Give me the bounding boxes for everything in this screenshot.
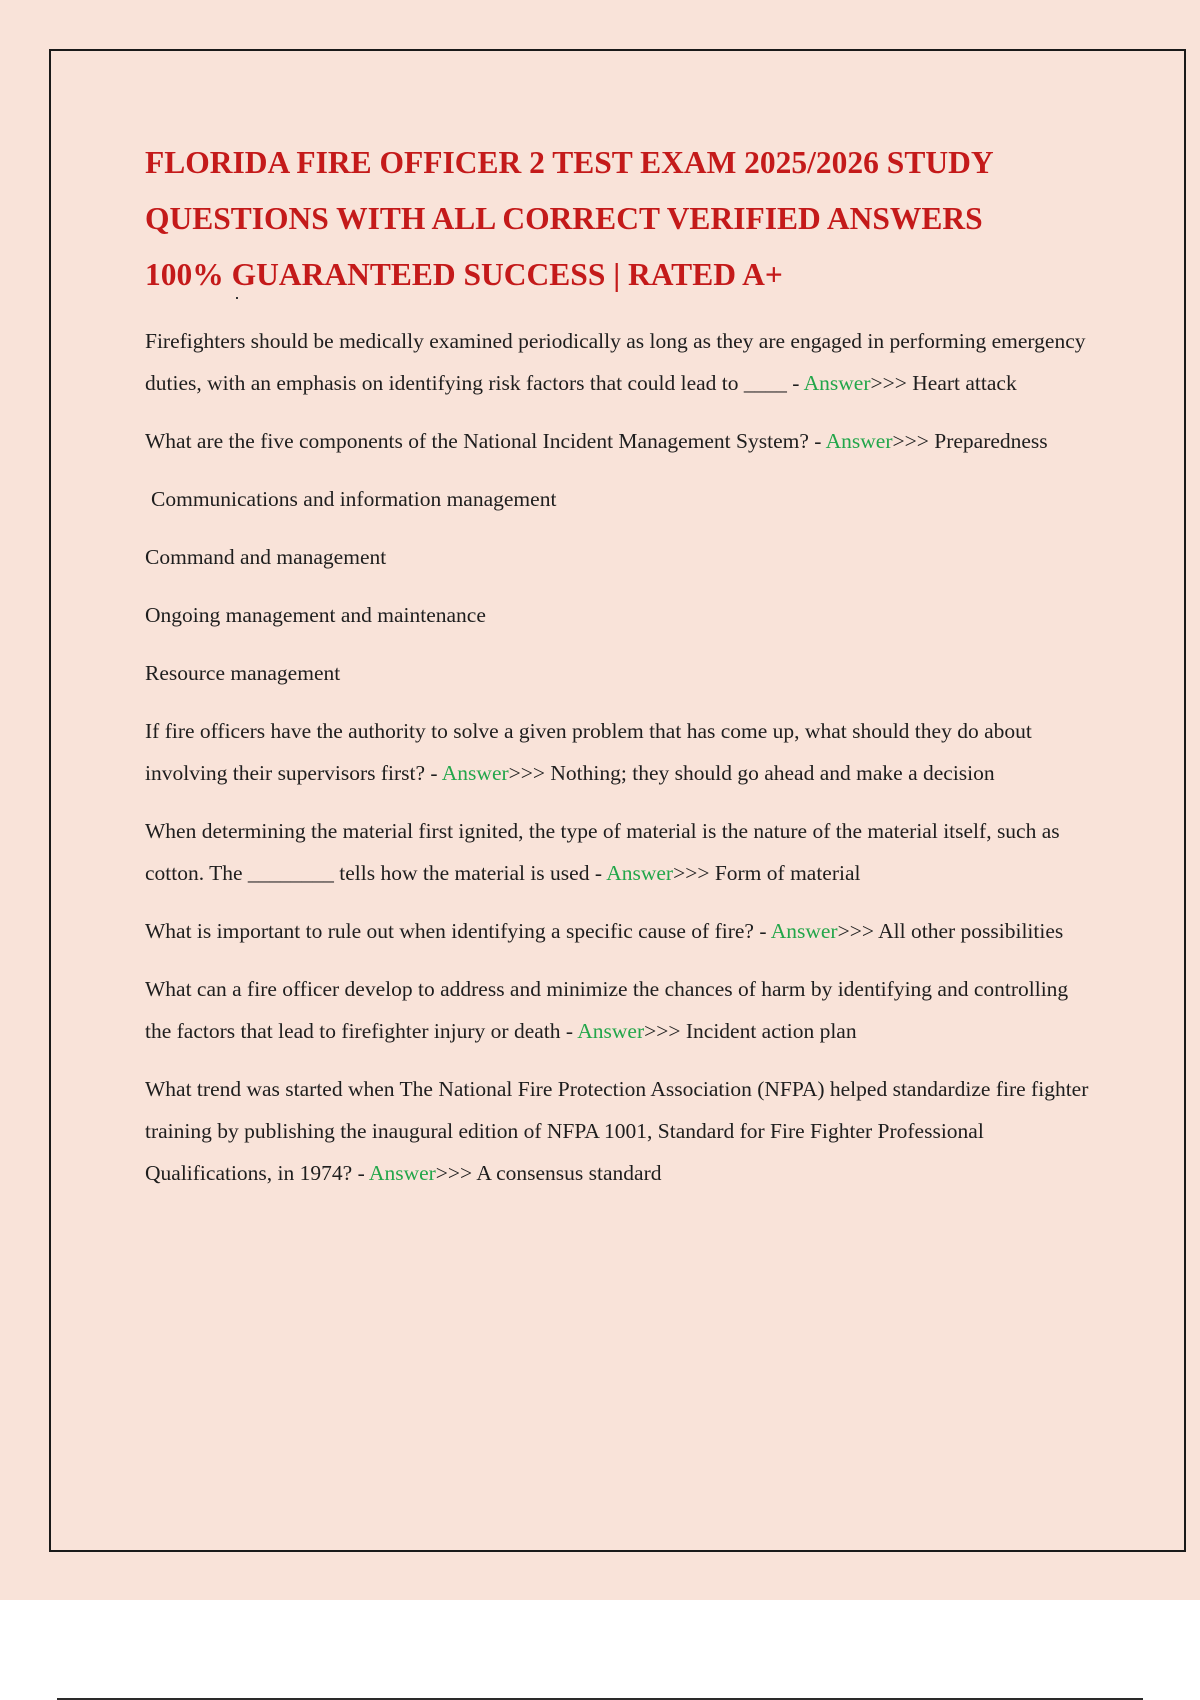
question-text: When determining the material first ignited, the type of material is the nature of the material itself, such as cotton. The ________ tells how the material is used - (145, 819, 1060, 885)
question-text: What are the five components of the National Incident Management System? - (145, 429, 826, 453)
answer-text: >>> A consensus standard (435, 1161, 662, 1185)
qa-item-4 (145, 810, 1095, 894)
list-line-text: Resource management (145, 661, 341, 685)
answer-label: Answer (803, 371, 871, 395)
qa-list (145, 320, 1095, 1210)
qa-item-2 (145, 420, 1095, 462)
title-line-3: 100% GUARANTEED SUCCESS | RATED A+ (145, 257, 783, 292)
qa-item-7 (145, 1068, 1095, 1194)
question-text: If fire officers have the authority to solve a given problem that has come up, what should they do about involving their supervisors first? - (145, 719, 1032, 785)
list-line-text: Communications and information management (151, 487, 557, 511)
document-header (145, 135, 1095, 303)
answer-label: Answer (825, 429, 893, 453)
question-text: What is important to rule out when identifying a specific cause of fire? - (145, 919, 771, 943)
answer-text: >>> Incident action plan (644, 1019, 857, 1043)
question-text: Firefighters should be medically examined periodically as long as they are engaged in performing emergency duties, with an emphasis on identifying risk factors that could lead to ____ - (145, 329, 1086, 395)
nims-component-line (145, 594, 1095, 636)
list-line-text: Command and management (145, 545, 387, 569)
answer-label: Answer (368, 1161, 436, 1185)
answer-label: Answer (577, 1019, 645, 1043)
qa-item-3 (145, 710, 1095, 794)
answer-label: Answer (770, 919, 838, 943)
qa-item-6 (145, 968, 1095, 1052)
nims-component-line (145, 536, 1095, 578)
title-line-1: FLORIDA FIRE OFFICER 2 TEST EXAM 2025/2026 STUDY (145, 145, 994, 180)
answer-text: >>> Nothing; they should go ahead and make a decision (508, 761, 995, 785)
answer-text: >>> All other possibilities (837, 919, 1064, 943)
answer-label: Answer (441, 761, 509, 785)
qa-item-1 (145, 320, 1095, 404)
qa-item-5 (145, 910, 1095, 952)
question-text: What can a fire officer develop to address and minimize the chances of harm by identifying and controlling the factors that lead to firefighter injury or death - (145, 977, 1069, 1043)
answer-text: >>> Form of material (673, 861, 861, 885)
answer-text: >>> Heart attack (870, 371, 1017, 395)
list-line-text: Ongoing management and maintenance (145, 603, 486, 627)
nims-component-line (145, 478, 1095, 520)
answer-text: >>> Preparedness (892, 429, 1048, 453)
answer-label: Answer (606, 861, 674, 885)
stray-dot (236, 297, 238, 299)
title-line-2: QUESTIONS WITH ALL CORRECT VERIFIED ANSWERS (145, 201, 983, 236)
nims-component-line (145, 652, 1095, 694)
question-text: What trend was started when The National Fire Protection Association (NFPA) helped standardize fire fighter training by publishing the inaugural edition of NFPA 1001, Standard for Fire Fighter Professional Qualifications, in 1974? - (145, 1077, 1089, 1185)
document-title (145, 135, 1095, 303)
